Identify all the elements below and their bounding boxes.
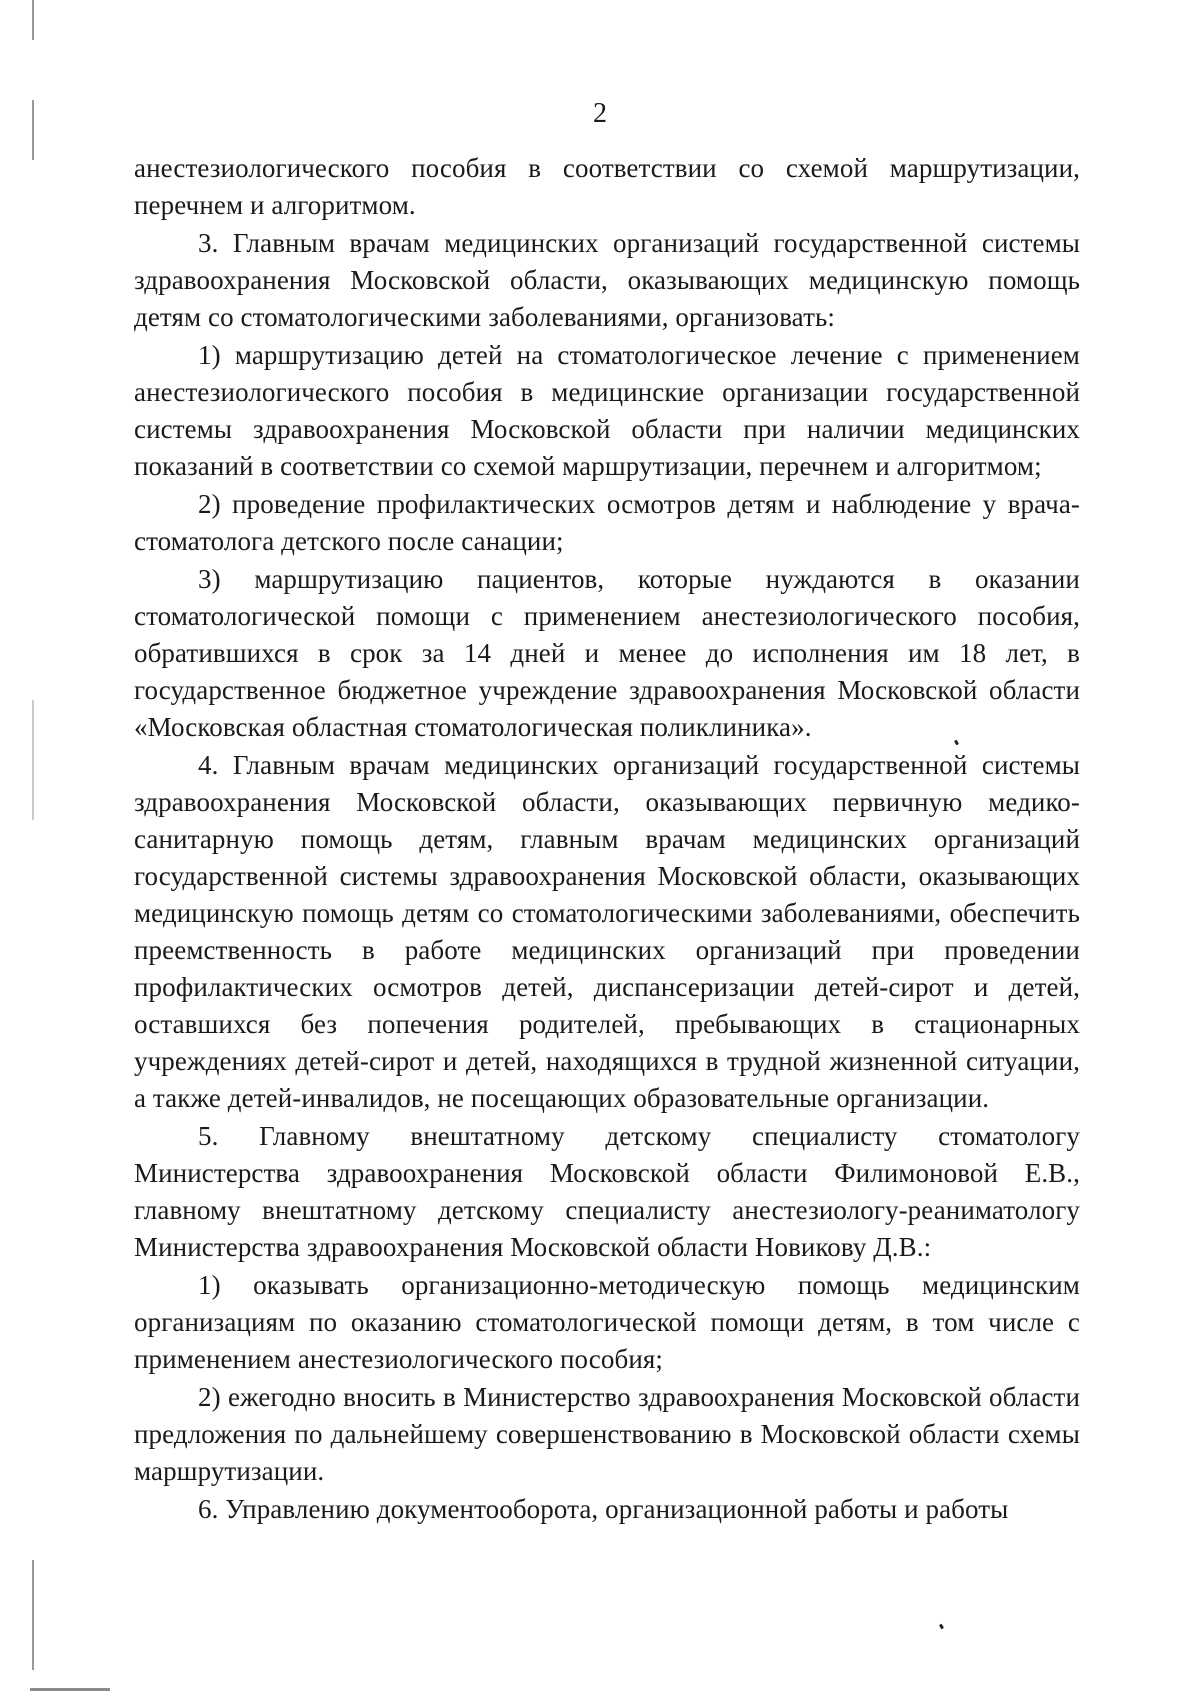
paragraph-item-4: 4. Главным врачам медицинских организаций государственной системы здравоохранения Московской области, оказывающих первичную медико-санитарную помощь детям, главным врачам медицинских организаций государственной системы здравоохранения Московской области, оказывающих медицинскую помощь детям со стоматологическими заболеваниями, обеспечить преемственность в работе медицинских организаций при проведении профилактических осмотров детей, диспансеризации детей-сирот и детей, оставшихся без попечения родителей, пребывающих в стационарных учреждениях детей-сирот и детей, находящихся в трудной жизненной ситуации, а также детей-инвалидов, не посещающих образовательные организации. [134, 750, 1080, 1113]
paragraph-subitem-5-1: 1) оказывать организационно-методическую помощь медицинским организациям по оказанию стоматологической помощи детям, в том числе с применением анестезиологического пособия; [134, 1270, 1080, 1374]
paragraph-item-6: 6. Управлению документооборота, организационной работы и работы [198, 1494, 1009, 1524]
scan-speck [939, 1624, 944, 1630]
paragraph-item-3: 3. Главным врачам медицинских организаций государственной системы здравоохранения Московской области, оказывающих медицинскую помощь детям со стоматологическими заболеваниями, организовать: [134, 228, 1080, 332]
scan-artifact [32, 700, 34, 820]
page-number: 2 [593, 98, 607, 129]
paragraph-item-5: 5. Главному внештатному детскому специалисту стоматологу Министерства здравоохранения Московской области Филимоновой Е.В., главному внештатному детскому специалисту анестезиологу-реаниматологу Министерства здравоохранения Московской области Новикову Д.В.: [134, 1121, 1080, 1262]
paragraph-subitem-3-2: 2) проведение профилактических осмотров детям и наблюдение у врача-стоматолога детского после санации; [134, 489, 1080, 556]
paragraph-subitem-5-2: 2) ежегодно вносить в Министерство здравоохранения Московской области предложения по дальнейшему совершенствованию в Московской области схемы маршрутизации. [134, 1382, 1080, 1486]
document-body [134, 150, 1080, 1529]
scan-artifact [32, 0, 34, 40]
scan-artifact [32, 1560, 34, 1670]
paragraph-continuation: анестезиологического пособия в соответствии со схемой маршрутизации, перечнем и алгоритмом. [134, 153, 1080, 220]
paragraph-subitem-3-3: 3) маршрутизацию пациентов, которые нуждаются в оказании стоматологической помощи с применением анестезиологического пособия, обратившихся в срок за 14 дней и менее до исполнения им 18 лет, в государственное бюджетное учреждение здравоохранения Московской области «Московская областная стоматологическая поликлиника». [134, 564, 1080, 742]
scan-artifact [30, 1688, 110, 1691]
paragraph-subitem-3-1: 1) маршрутизацию детей на стоматологическое лечение с применением анестезиологического пособия в медицинские организации государственной системы здравоохранения Московской области при наличии медицинских показаний в соответствии со схемой маршрутизации, перечнем и алгоритмом; [134, 340, 1080, 481]
